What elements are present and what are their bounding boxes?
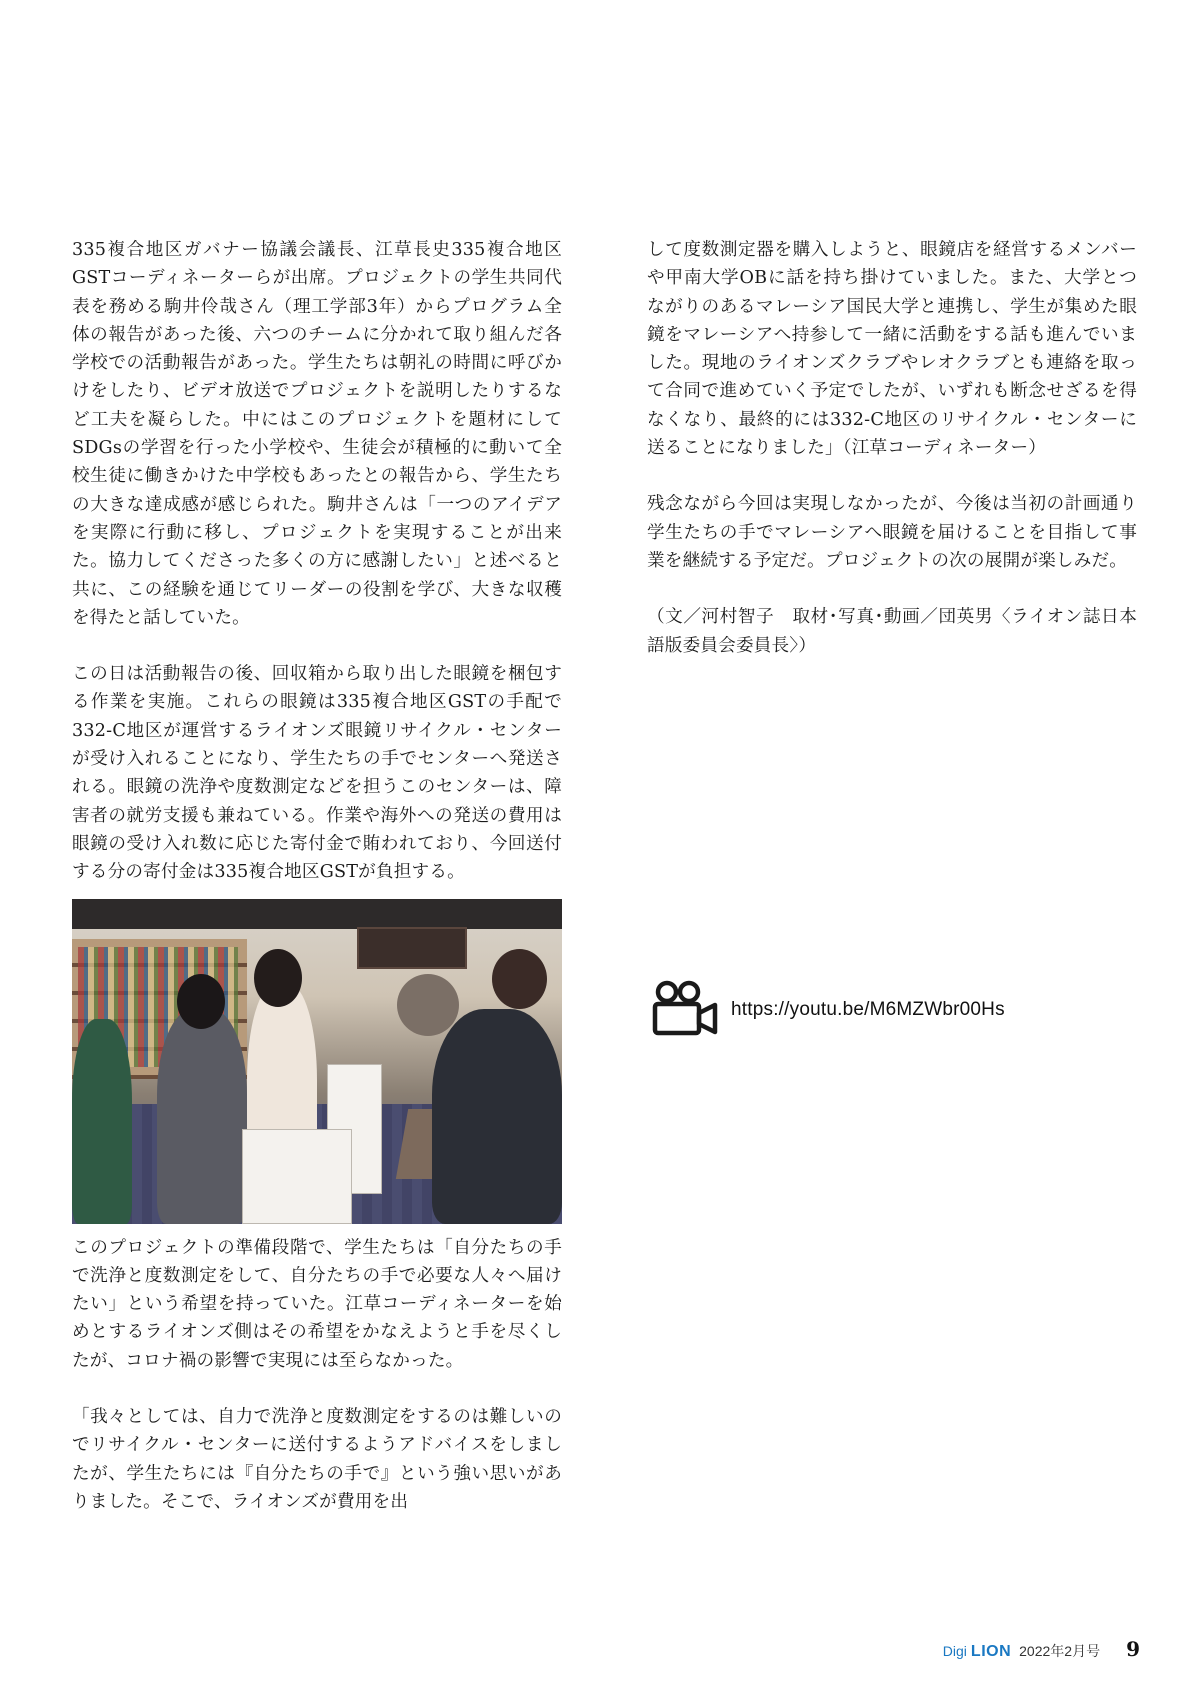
video-camera-icon xyxy=(651,979,719,1041)
video-link[interactable] xyxy=(651,980,1131,1040)
event-photo xyxy=(72,899,562,1224)
magazine-name: LION xyxy=(970,1643,1012,1660)
body-paragraph: して度数測定器を購入しようと、眼鏡店を経営するメンバーや甲南大学OBに話を持ち掛けていました。また、大学とつながりのあるマレーシア国民大学と連携し、学生が集めた眼鏡をマレーシアへ持参して一緒に活動をする話も進んでいました。現地のライオンズクラブやレオクラブとも連絡を取って合同で進めていく予定でしたが、いずれも断念せざるを得なくなり、最終的には332-C地区のリサイクル・センターに送ることになりました」（江草コーディネーター） xyxy=(647,240,1137,459)
page-number: 9 xyxy=(1126,1637,1140,1661)
left-column xyxy=(72,236,562,1544)
body-paragraph: 335複合地区ガバナー協議会議長、江草長史335複合地区GSTコーディネーターらが出席。プロジェクトの学生共同代表を務める駒井伶哉さん（理工学部3年）からプログラム全体の報告があった後、六つのチームに分かれて取り組んだ各学校での活動報告があった。学生たちは朝礼の時間に呼びかけをしたり、ビデオ放送でプロジェクトを説明したりするなど工夫を凝らした。中にはこのプロジェクトを題材にしてSDGsの学習を行った小学校や、生徒会が積極的に動いて全校生徒に働きかけた中学校もあったとの報告から、学生たちの大きな達成感が感じられた。駒井さんは「一つのアイデアを実際に行動に移し、プロジェクトを実現することが出来た。協力してくださった多くの方に感謝したい」と述べると共に、この経験を通じてリーダーの役割を学び、大きな収穫を得たと話していた。 xyxy=(72,240,562,628)
body-paragraph: このプロジェクトの準備段階で、学生たちは「自分たちの手で洗浄と度数測定をして、自分たちの手で必要な人々へ届けたい」という希望を持っていた。江草コーディネーターを始めとするライオンズ側はその希望をかなえようと手を尽くしたが、コロナ禍の影響で実現には至らなかった。 xyxy=(72,1237,562,1371)
credit-line: （文／河村智子 取材･写真･動画／団英男〈ライオン誌日本語版委員会委員長〉） xyxy=(647,607,1137,656)
magazine-prefix: Digi xyxy=(942,1643,967,1659)
body-paragraph: この日は活動報告の後、回収箱から取り出した眼鏡を梱包する作業を実施。これらの眼鏡は335複合地区GSTの手配で332-C地区が運営するライオンズ眼鏡リサイクル・センターが受け入れることになり、学生たちの手でセンターへ発送される。眼鏡の洗浄や度数測定などを担うこのセンターは、障害者の就労支援も兼ねている。作業や海外への発送の費用は眼鏡の受け入れ数に応じた寄付金で賄われており、今回送付する分の寄付金は335複合地区GSTが負担する。 xyxy=(72,664,562,883)
video-url[interactable]: https://youtu.be/M6MZWbr00Hs xyxy=(731,999,1005,1020)
page-footer xyxy=(943,1637,1140,1661)
right-column xyxy=(647,236,1137,688)
body-paragraph: 「我々としては、自力で洗浄と度数測定をするのは難しいのでリサイクル・センターに送付するようアドバイスをしましたが、学生たちには『自分たちの手で』という強い思いがありました。そこで、ライオンズが費用を出 xyxy=(72,1407,562,1512)
issue-date: 2022年2月号 xyxy=(1019,1643,1101,1659)
body-paragraph: 残念ながら今回は実現しなかったが、今後は当初の計画通り学生たちの手でマレーシアへ眼鏡を届けることを目指して事業を継続する予定だ。プロジェクトの次の展開が楽しみだ。 xyxy=(647,494,1137,571)
